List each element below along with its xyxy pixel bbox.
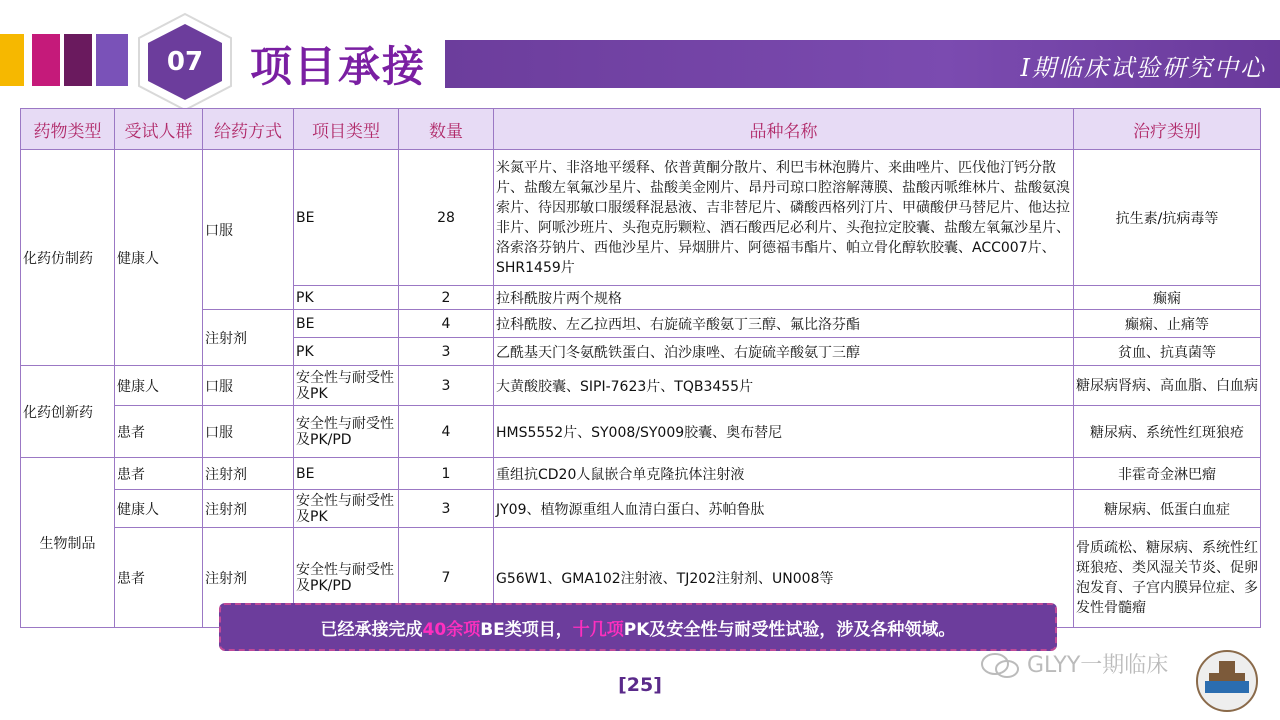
route-cell: 口服 (203, 366, 294, 406)
names-cell: 乙酰基天门冬氨酰铁蛋白、泊沙康唑、右旋硫辛酸氨丁三醇 (494, 338, 1074, 366)
category-cell: 癫痫、止痛等 (1074, 310, 1261, 338)
count-cell: 3 (399, 366, 494, 406)
names-cell: HMS5552片、SY008/SY009胶囊、奥布替尼 (494, 406, 1074, 458)
category-cell: 糖尿病肾病、高血脂、白血病 (1074, 366, 1261, 406)
route-cell: 口服 (203, 150, 294, 310)
category-cell: 抗生素/抗病毒等 (1074, 150, 1261, 286)
category-cell: 非霍奇金淋巴瘤 (1074, 458, 1261, 490)
population-cell: 健康人 (115, 490, 203, 528)
names-cell: 大黄酸胶囊、SIPI-7623片、TQB3455片 (494, 366, 1074, 406)
names-cell: G56W1、GMA102注射液、TJ202注射剂、UN008等 (494, 528, 1074, 628)
header-decoration (0, 0, 140, 90)
names-cell: 拉科酰胺、左乙拉西坦、右旋硫辛酸氨丁三醇、氟比洛芬酯 (494, 310, 1074, 338)
route-cell: 口服 (203, 406, 294, 458)
logo-icon (1185, 645, 1269, 715)
type-cell: BE (294, 458, 399, 490)
count-cell: 2 (399, 286, 494, 310)
section-badge (135, 12, 235, 112)
drug-type-cell: 化药仿制药 (21, 150, 115, 366)
category-cell: 癫痫 (1074, 286, 1261, 310)
table-row (21, 406, 1261, 458)
page-title: 项目承接 (250, 42, 427, 91)
type-cell: PK (294, 338, 399, 366)
population-cell: 患者 (115, 528, 203, 628)
type-cell: PK (294, 286, 399, 310)
watermark-text: GLYY一期临床 (1027, 653, 1169, 678)
note-highlight: 40余项 (422, 619, 481, 640)
page-number: [25] (618, 674, 662, 696)
col-header: 品种名称 (494, 109, 1074, 150)
count-cell: 4 (399, 406, 494, 458)
org-name: I期临床试验研究中心 (1020, 54, 1266, 82)
section-number: 07 (166, 47, 204, 77)
count-cell: 7 (399, 528, 494, 628)
note-text: PK及安全性与耐受性试验，涉及各种领域。 (623, 619, 956, 640)
col-header: 药物类型 (21, 109, 115, 150)
type-cell: 安全性与耐受性及PK/PD (294, 528, 399, 628)
header-banner (445, 40, 1280, 88)
watermark (980, 648, 1168, 681)
count-cell: 3 (399, 338, 494, 366)
type-cell: 安全性与耐受性及PK (294, 366, 399, 406)
type-cell: BE (294, 310, 399, 338)
table-row (21, 310, 1261, 338)
route-cell: 注射剂 (203, 458, 294, 490)
table-header-row (21, 109, 1261, 150)
summary-note (219, 603, 1057, 651)
note-text: BE类项目， (480, 619, 573, 640)
table-row (21, 366, 1261, 406)
count-cell: 4 (399, 310, 494, 338)
decor-block-plum (64, 34, 92, 86)
count-cell: 28 (399, 150, 494, 286)
type-cell: 安全性与耐受性及PK (294, 490, 399, 528)
project-table (20, 108, 1261, 628)
names-cell: JY09、植物源重组人血清白蛋白、苏帕鲁肽 (494, 490, 1074, 528)
wechat-icon (980, 653, 1027, 678)
category-cell: 贫血、抗真菌等 (1074, 338, 1261, 366)
col-header: 治疗类别 (1074, 109, 1261, 150)
note-highlight: 十几项 (572, 619, 624, 640)
names-cell: 米氮平片、非洛地平缓释、依普黄酮分散片、利巴韦林泡腾片、来曲唑片、匹伐他汀钙分散片、盐酸左氧氟沙星片、盐酸美金刚片、昂丹司琼口腔溶解薄膜、盐酸丙哌维林片、盐酸氨溴索片、待因那敏口服缓释混悬液、吉非替尼片、磷酸西格列汀片、甲磺酸伊马替尼片、他达拉非片、阿哌沙班片、头孢克肟颗粒、酒石酸西尼必利片、头孢拉定胶囊、盐酸左氧氟沙星片、洛索洛芬钠片、西他沙星片、异烟肼片、阿德福韦酯片、帕立骨化醇软胶囊、ACC007片、SHR1459片 (494, 150, 1074, 286)
table-row (21, 490, 1261, 528)
col-header: 受试人群 (115, 109, 203, 150)
route-cell: 注射剂 (203, 490, 294, 528)
type-cell: 安全性与耐受性及PK/PD (294, 406, 399, 458)
route-cell: 注射剂 (203, 528, 294, 628)
category-cell: 骨质疏松、糖尿病、系统性红斑狼疮、类风湿关节炎、促卵泡发育、子宫内膜异位症、多发性骨髓瘤 (1074, 528, 1261, 628)
population-cell: 患者 (115, 458, 203, 490)
names-cell: 拉科酰胺片两个规格 (494, 286, 1074, 310)
population-cell: 健康人 (115, 150, 203, 366)
names-cell: 重组抗CD20人鼠嵌合单克隆抗体注射液 (494, 458, 1074, 490)
category-cell: 糖尿病、系统性红斑狼疮 (1074, 406, 1261, 458)
table-row (21, 458, 1261, 490)
type-cell: BE (294, 150, 399, 286)
drug-type-cell: 化药创新药 (21, 366, 115, 458)
drug-type-cell: 生物制品 (21, 458, 115, 628)
decor-block-purple (96, 34, 128, 86)
col-header: 数量 (399, 109, 494, 150)
population-cell: 患者 (115, 406, 203, 458)
count-cell: 1 (399, 458, 494, 490)
col-header: 给药方式 (203, 109, 294, 150)
note-text: 已经承接完成 (320, 619, 423, 640)
decor-block-orange (0, 34, 24, 86)
population-cell: 健康人 (115, 366, 203, 406)
count-cell: 3 (399, 490, 494, 528)
col-header: 项目类型 (294, 109, 399, 150)
route-cell: 注射剂 (203, 310, 294, 366)
category-cell: 糖尿病、低蛋白血症 (1074, 490, 1261, 528)
table-row (21, 150, 1261, 286)
decor-block-magenta (32, 34, 60, 86)
